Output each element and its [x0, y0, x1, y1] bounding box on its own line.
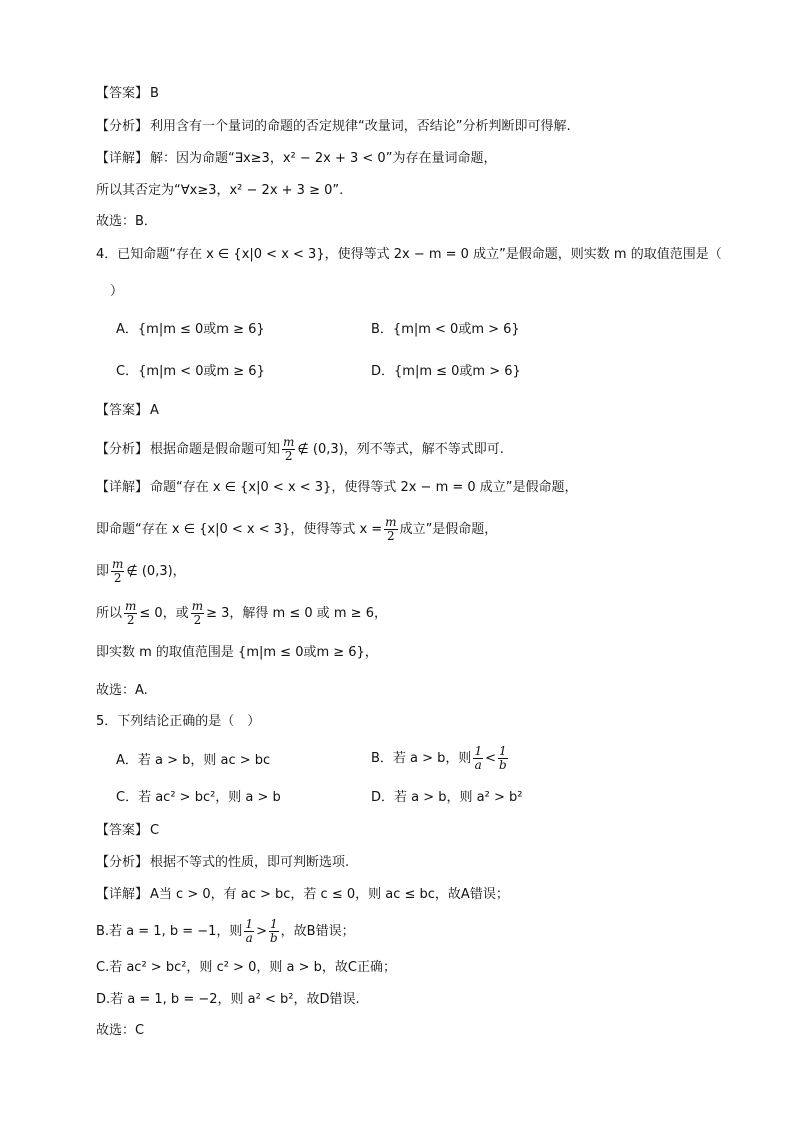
detail-text-c: ≥ 3，解得 m ≤ 0 或 m ≥ 6， [206, 606, 387, 621]
q3-choose-line: 故选：B． [96, 214, 157, 229]
fraction-1-over-a [473, 745, 483, 772]
q5-stem-line: 5．下列结论正确的是（ ） [96, 714, 261, 729]
detail-text: 命题“存在 x ∈ {x|0 < x < 3}，使得等式 2x − m = 0 成立”是假命题， [150, 480, 578, 495]
q4-option-a: A．{m|m ≤ 0或m ≥ 6} [116, 322, 265, 337]
fraction-m-over-2 [111, 558, 124, 585]
analysis-text-pre: 根据命题是假命题可知 [150, 442, 281, 457]
q4-analysis-line [96, 436, 504, 463]
q3-detail-line-2: 所以其否定为“∀x≥3，x² − 2x + 3 ≥ 0”. [96, 183, 344, 198]
q4-answer-line [96, 401, 159, 421]
q4-option-b: B．{m|m < 0或m > 6} [371, 322, 520, 337]
fraction-numerator: m [112, 557, 124, 571]
fraction-denominator: 2 [126, 613, 135, 627]
detail-label: 【详解】 [96, 887, 149, 902]
q3-detail-line-1 [96, 149, 496, 169]
q5-analysis-line [96, 853, 349, 873]
option-text-pre: B．若 a > b，则 [371, 751, 472, 766]
fraction-1-over-a [244, 918, 254, 945]
answer-label: 【答案】 [96, 823, 149, 838]
fraction-numerator: m [191, 599, 204, 613]
detail-text-post: ，故B错误； [280, 924, 355, 939]
fraction-numerator: 1 [245, 917, 254, 931]
detail-text: 解：因为命题“∃x≥3，x² − 2x + 3 < 0”为存在量词命题， [150, 151, 497, 166]
q4-detail-line-1 [96, 478, 578, 498]
analysis-text: 根据不等式的性质，即可判断选项. [150, 855, 350, 870]
fraction-m-over-2 [282, 436, 295, 463]
q5-detail-line-2 [96, 918, 355, 945]
q5-option-d: D．若 a > b，则 a² > b² [371, 790, 523, 805]
fraction-m-over-2 [191, 600, 204, 627]
detail-text-post: ∉ (0,3)， [126, 564, 186, 579]
fraction-m-over-2 [384, 516, 397, 543]
detail-label: 【详解】 [96, 480, 149, 495]
answer-value: A [150, 403, 159, 418]
q5-detail-line-4: D.若 a = 1, b = −2，则 a² < b²，故D错误. [96, 992, 360, 1007]
detail-text-mid: > [256, 924, 267, 939]
analysis-text: 利用含有一个量词的命题的否定规律“改量词，否结论”分析判断即可得解. [150, 119, 571, 134]
fraction-numerator: m [283, 435, 295, 449]
answer-label: 【答案】 [96, 403, 149, 418]
q4-detail-line-2 [96, 516, 497, 543]
q4-option-d: D．{m|m ≤ 0或m > 6} [371, 364, 521, 379]
analysis-label: 【分析】 [96, 442, 149, 457]
detail-text-b: ≤ 0，或 [139, 606, 189, 621]
q4-option-c: C．{m|m < 0或m ≥ 6} [116, 364, 265, 379]
detail-text: A当 c > 0，有 ac > bc，若 c ≤ 0，则 ac ≤ bc，故A错误； [150, 887, 509, 902]
q5-detail-line-1 [96, 885, 509, 905]
detail-text-pre: 即 [96, 564, 110, 579]
q4-detail-line-3 [96, 558, 186, 585]
q5-detail-line-3: C.若 ac² > bc²，则 c² > 0，则 a > b，故C正确； [96, 960, 396, 975]
fraction-denominator: a [245, 931, 253, 945]
detail-text-post: 成立”是假命题， [399, 522, 498, 537]
detail-text-pre: 即命题“存在 x ∈ {x|0 < x < 3}，使得等式 x = [96, 522, 383, 537]
q5-option-c: C．若 ac² > bc²，则 a > b [116, 790, 281, 805]
fraction-numerator: m [385, 515, 397, 529]
fraction-denominator: 2 [284, 449, 293, 463]
q4-stem-line-2: ） [110, 284, 124, 299]
fraction-m-over-2 [124, 600, 137, 627]
analysis-label: 【分析】 [96, 855, 149, 870]
answer-value: C [150, 823, 160, 838]
option-text-mid: < [485, 751, 496, 766]
answer-value: B [150, 86, 159, 101]
detail-label: 【详解】 [96, 151, 149, 166]
q5-answer-line [96, 821, 159, 841]
fraction-denominator: 2 [113, 571, 122, 585]
analysis-label: 【分析】 [96, 119, 149, 134]
fraction-denominator: b [269, 931, 278, 945]
detail-text-a: 所以 [96, 606, 123, 621]
fraction-numerator: 1 [474, 744, 483, 758]
fraction-denominator: 2 [387, 529, 395, 543]
fraction-denominator: a [474, 758, 482, 772]
detail-text-pre: B.若 a = 1, b = −1，则 [96, 924, 243, 939]
q4-choose-line: 故选：A. [96, 683, 148, 698]
q4-stem-line-1: 4．已知命题“存在 x ∈ {x|0 < x < 3}，使得等式 2x − m = 0 成立”是假命题，则实数 m 的取值范围是（ [96, 247, 722, 262]
analysis-text-post: ∉ (0,3)，列不等式，解不等式即可. [297, 442, 504, 457]
fraction-numerator: m [125, 599, 137, 613]
q4-detail-line-5: 即实数 m 的取值范围是 {m|m ≤ 0或m ≥ 6}， [96, 645, 378, 660]
fraction-denominator: 2 [193, 613, 202, 627]
q3-answer-line [96, 84, 159, 104]
fraction-numerator: 1 [269, 917, 278, 931]
q5-choose-line: 故选：C [96, 1023, 145, 1038]
q4-detail-line-4 [96, 600, 387, 627]
fraction-denominator: b [498, 758, 507, 772]
q3-analysis-line [96, 117, 571, 137]
q5-option-b [371, 745, 510, 772]
fraction-1-over-b [498, 745, 508, 772]
answer-label: 【答案】 [96, 86, 149, 101]
fraction-numerator: 1 [499, 744, 507, 758]
fraction-1-over-b [269, 918, 279, 945]
q5-option-a: A．若 a > b，则 ac > bc [116, 753, 271, 768]
